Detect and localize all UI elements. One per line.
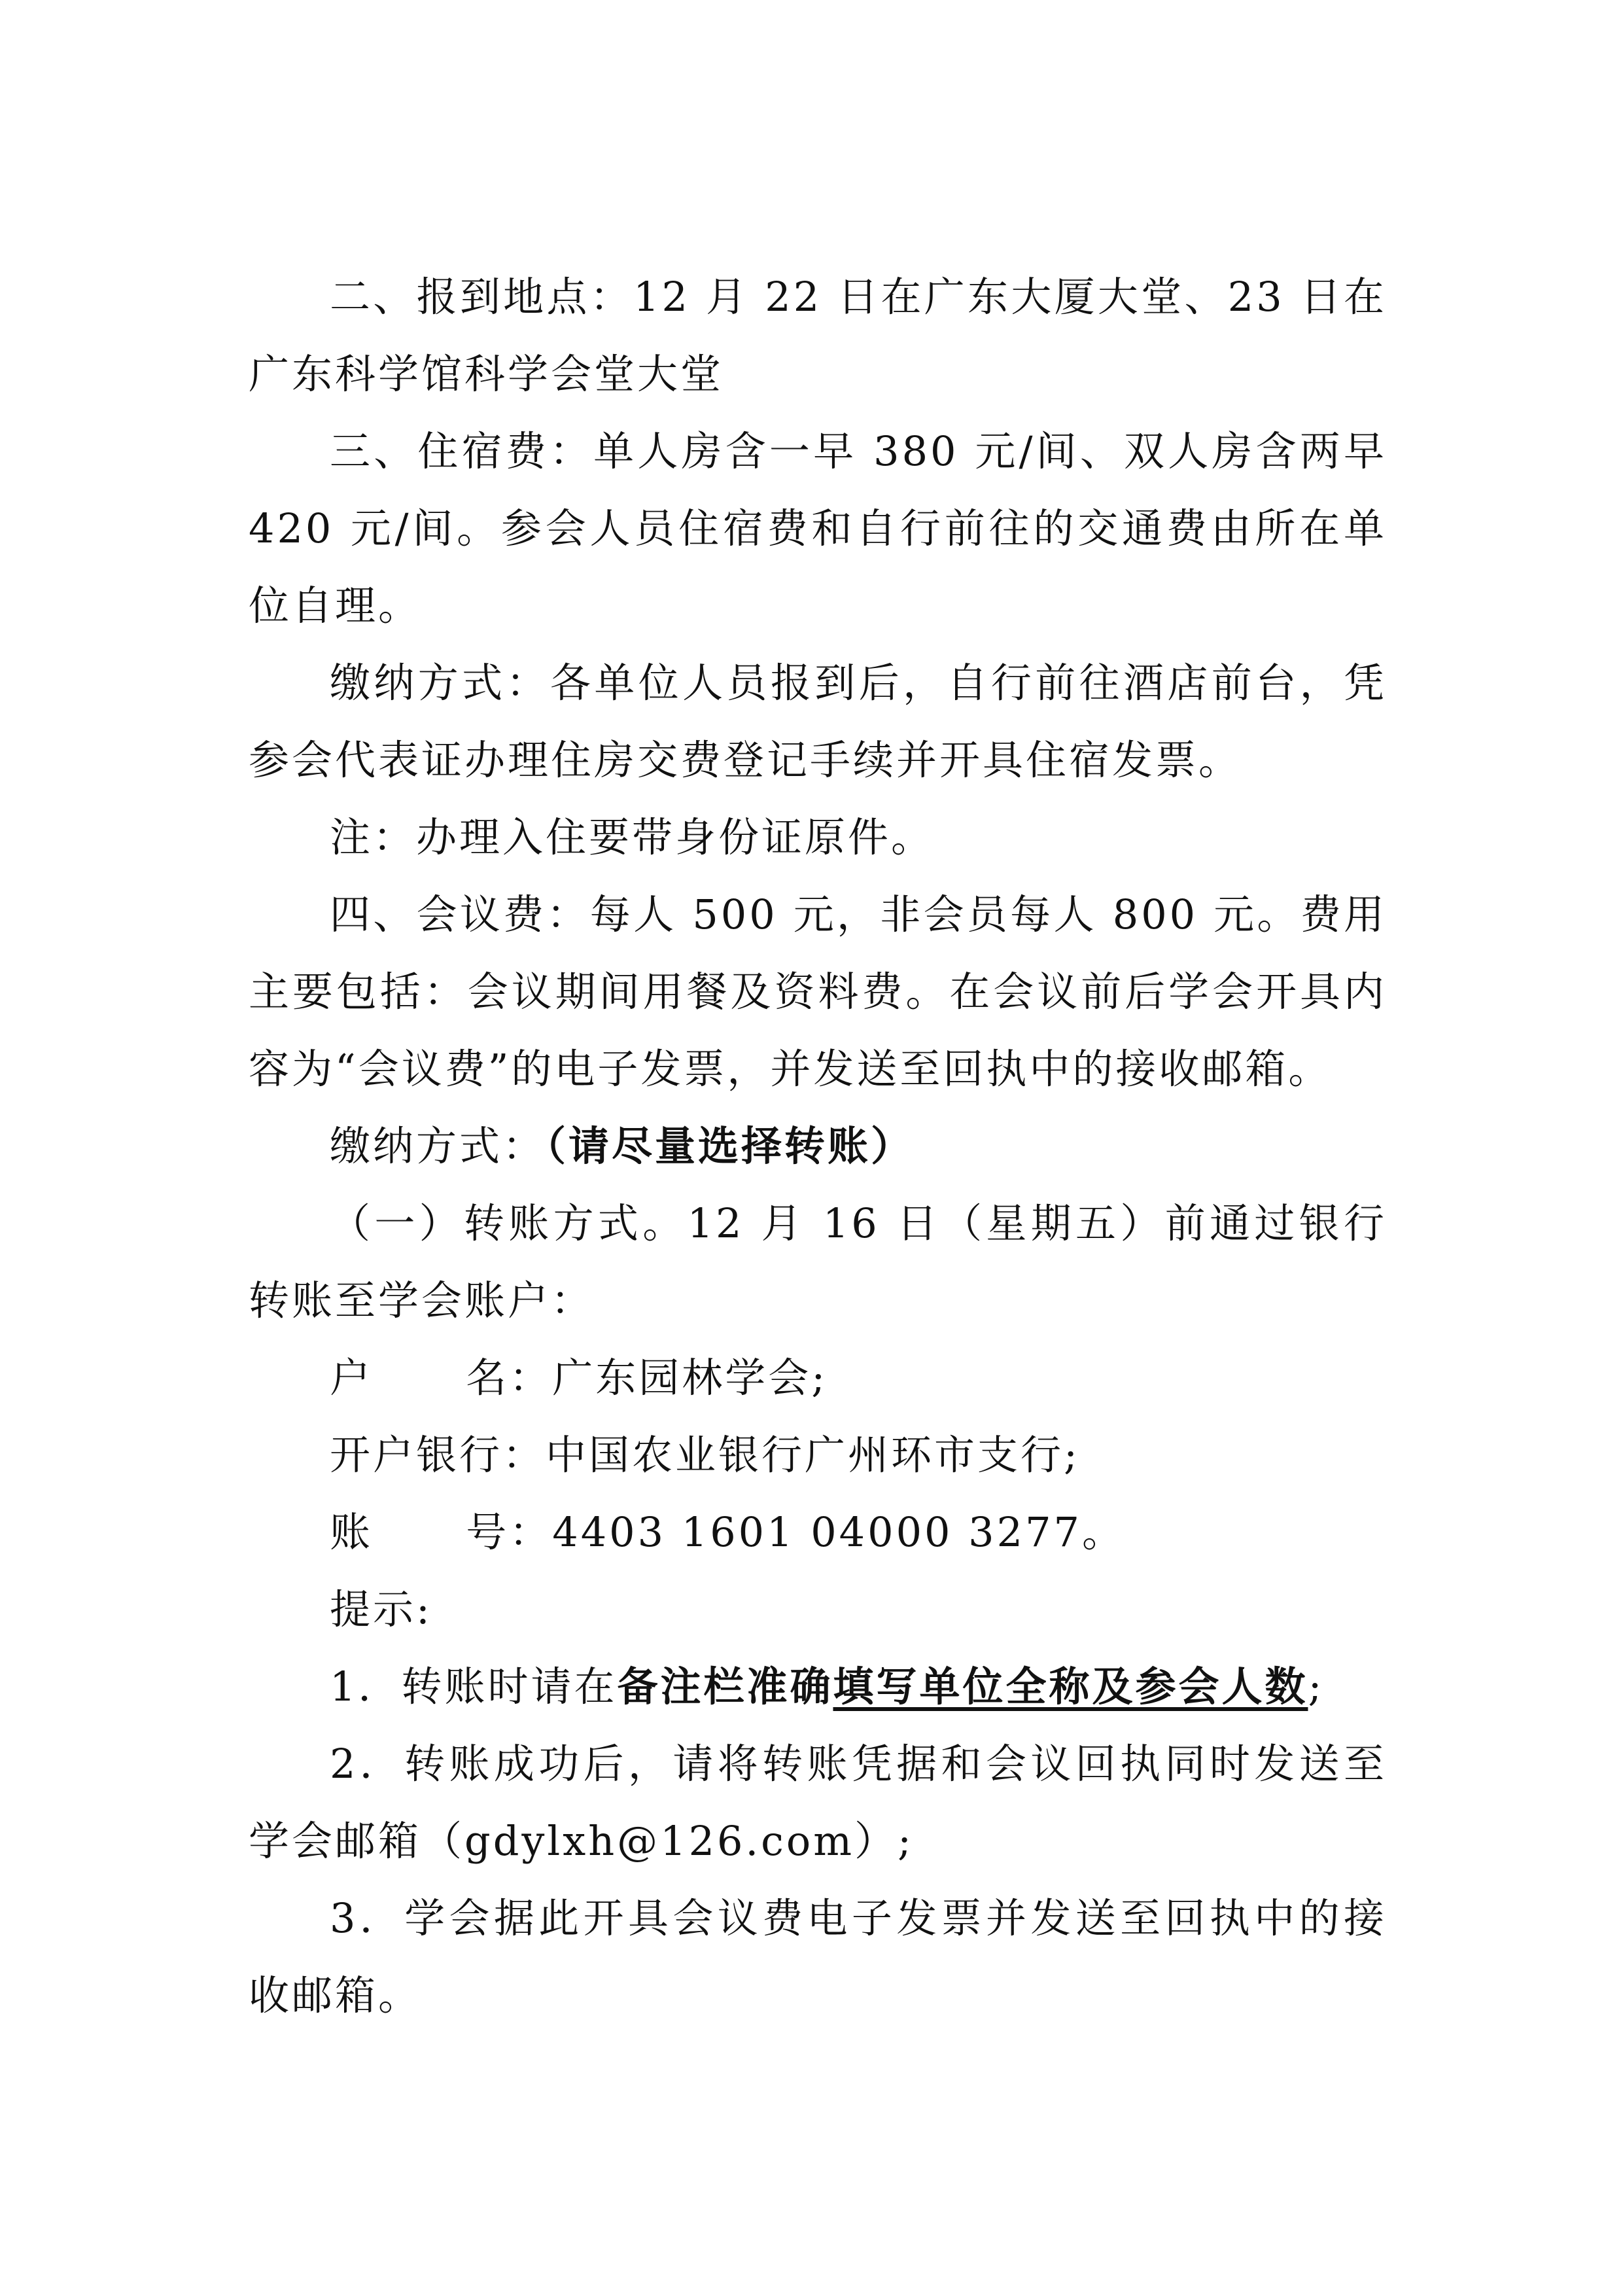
paragraph-registration-location: 二、报到地点：12 月 22 日在广东大厦大堂、23 日在广东科学馆科学会堂大堂 [249, 273, 1387, 398]
paragraph-checkin-note: 注：办理入住要带身份证原件。 [330, 813, 935, 861]
paragraph-transfer-method: （一）转账方式。12 月 16 日（星期五）前通过银行转账至学会账户： [249, 1199, 1387, 1324]
tip1-bold-a: 备注栏准确 [617, 1663, 833, 1710]
account-name-row: 户 名：广东园林学会; [330, 1354, 828, 1402]
account-number-row: 账 号：4403 1601 04000 3277。 [330, 1508, 1125, 1556]
paragraph-payment-method [249, 1108, 1387, 1185]
tips-label: 提示: [330, 1585, 432, 1633]
bank-row: 开户银行：中国农业银行广州环市支行; [330, 1431, 1080, 1479]
tip-item-2: 2．转账成功后，请将转账凭据和会议回执同时发送至学会邮箱（gdylxh@126.com）; [249, 1740, 1387, 1865]
document-page [249, 258, 1387, 2034]
tip-item-1 [249, 1648, 1387, 1725]
tip1-prefix: 1．转账时请在 [330, 1663, 618, 1710]
paragraph-accommodation-payment: 缴纳方式：各单位人员报到后，自行前往酒店前台，凭参会代表证办理住房交费登记手续并开具住宿发票。 [249, 659, 1387, 784]
tip1-suffix: ; [1308, 1663, 1325, 1710]
tip-item-3: 3．学会据此开具会议费电子发票并发送至回执中的接收邮箱。 [249, 1894, 1387, 2019]
payment-method-label: 缴纳方式： [330, 1122, 546, 1170]
paragraph-accommodation-fee: 三、住宿费：单人房含一早 380 元/间、双人房含两早 420 元/间。参会人员住宿费和自行前往的交通费由所在单位自理。 [249, 427, 1387, 629]
payment-method-emphasis: （请尽量选择转账） [546, 1122, 915, 1170]
paragraph-conference-fee: 四、会议费：每人 500 元，非会员每人 800 元。费用主要包括：会议期间用餐及资料费。在会议前后学会开具内容为“会议费”的电子发票，并发送至回执中的接收邮箱。 [249, 891, 1387, 1093]
tip1-bold-underlined: 填写单位全称及参会人数 [833, 1663, 1308, 1710]
